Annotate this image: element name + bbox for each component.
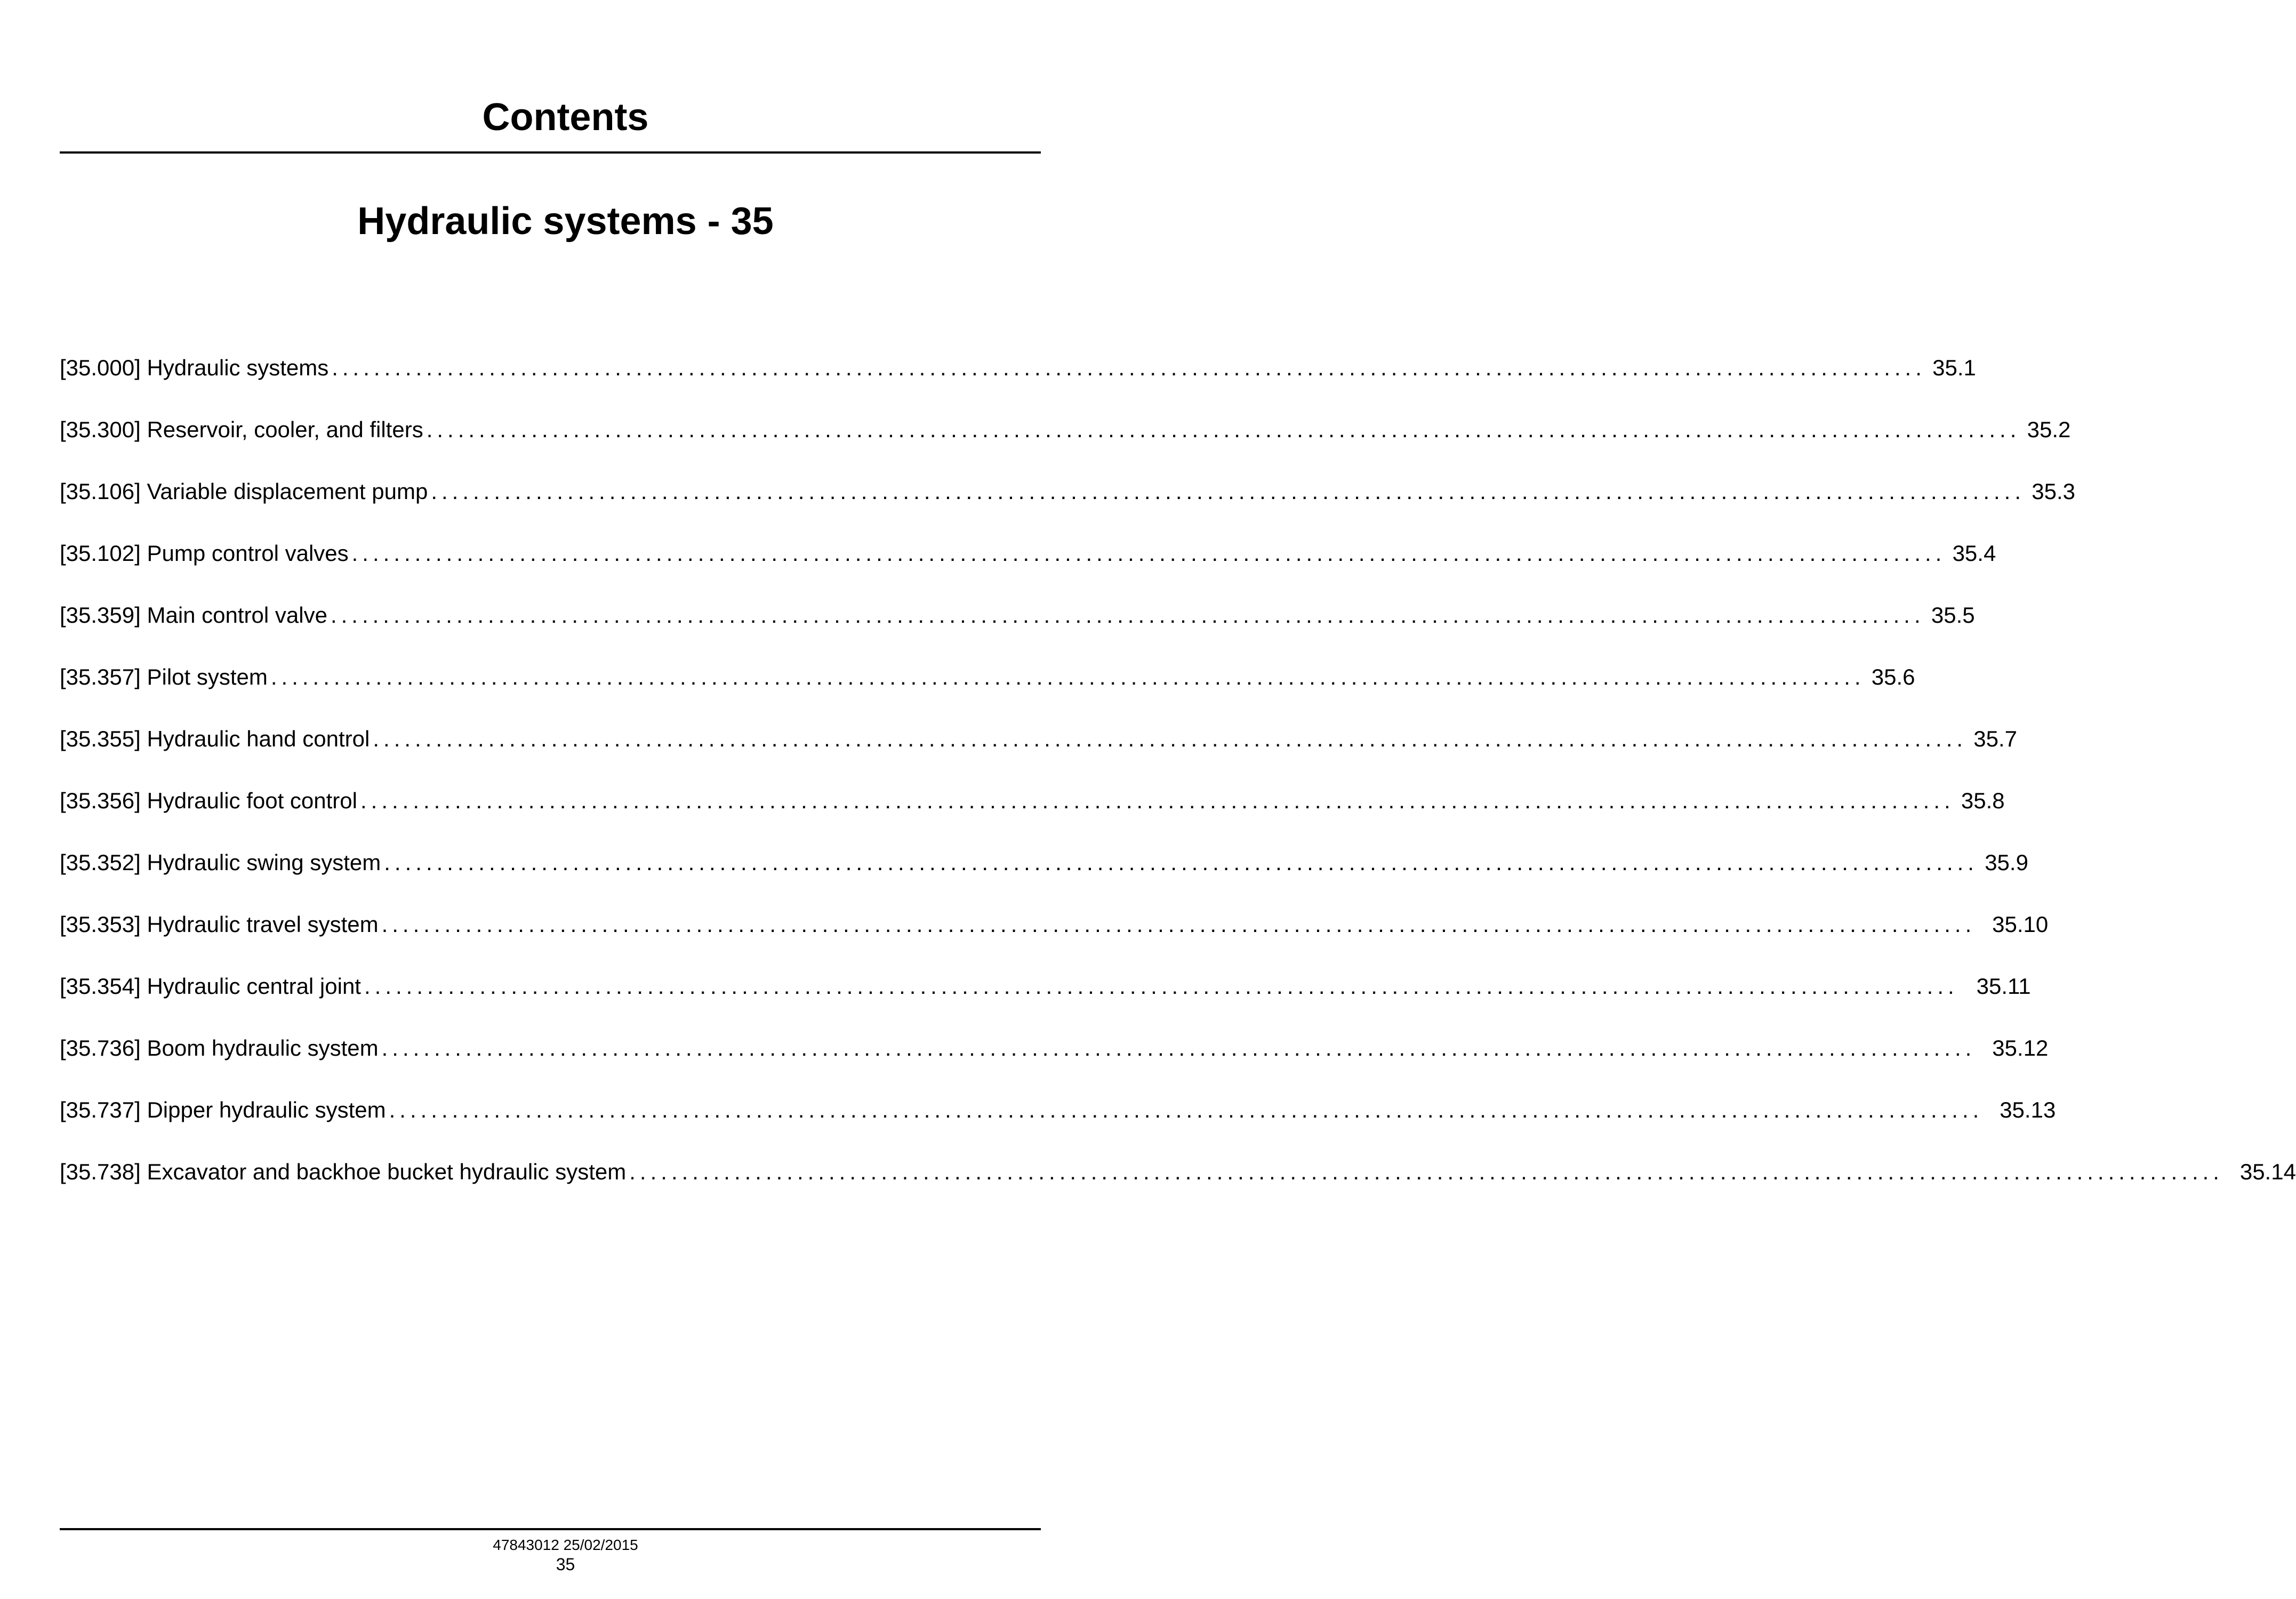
toc-entry-page: 35.12 <box>1992 1035 2049 1060</box>
toc-leader-dots: ........................................................................................................................................................ <box>431 479 2026 504</box>
toc-leader-dots: ........................................................................................................................................................ <box>381 912 1976 937</box>
toc-leader-dots: ........................................................................................................................................................ <box>381 1035 1976 1060</box>
toc-entry-label: [35.357] Pilot system <box>60 664 268 689</box>
page-number: 35 <box>556 1555 575 1574</box>
toc-entry[interactable] <box>60 414 2071 446</box>
toc-entry-page: 35.11 <box>1976 974 2031 999</box>
toc-leader-dots: ........................................................................................................................................................ <box>351 541 1946 566</box>
toc-entry-label: [35.355] Hydraulic hand control <box>60 726 370 751</box>
toc-entry-label: [35.353] Hydraulic travel system <box>60 912 379 937</box>
toc-entry-page: 35.14 <box>2239 1159 2296 1184</box>
top-divider <box>60 151 1041 154</box>
toc-leader-dots: ........................................................................................................................................................ <box>389 1097 1984 1122</box>
section-title: Hydraulic systems - 35 <box>357 200 774 243</box>
toc-entry[interactable] <box>60 847 2028 879</box>
toc-leader-dots: ........................................................................................................................................................ <box>364 974 1958 999</box>
toc-entry-label: [35.737] Dipper hydraulic system <box>60 1097 386 1122</box>
toc-entry[interactable] <box>60 537 1996 569</box>
contents-title: Contents <box>482 96 649 139</box>
toc-entry[interactable] <box>60 723 2018 755</box>
toc-entry-page: 35.6 <box>1871 664 1915 689</box>
toc-entry-label: [35.300] Reservoir, cooler, and filters <box>60 417 423 442</box>
toc-entry-page: 35.4 <box>1952 541 1996 566</box>
toc-entry-page: 35.7 <box>1973 726 2018 751</box>
toc-entry-label: [35.359] Main control valve <box>60 602 327 628</box>
toc-entry-page: 35.5 <box>1931 602 1975 628</box>
toc-leader-dots: ........................................................................................................................................................ <box>384 850 1978 875</box>
toc-entry-label: [35.352] Hydraulic swing system <box>60 850 381 875</box>
toc-entry-page: 35.3 <box>2032 479 2076 504</box>
toc-entry-label: [35.356] Hydraulic foot control <box>60 788 357 813</box>
toc-entry[interactable] <box>60 661 1915 693</box>
toc-leader-dots: ........................................................................................................................................................ <box>629 1159 2223 1184</box>
toc-leader-dots: ........................................................................................................................................................ <box>330 602 1925 628</box>
toc-leader-dots: ........................................................................................................................................................ <box>360 788 1955 813</box>
toc-leader-dots: ........................................................................................................................................................ <box>373 726 1968 751</box>
toc-entry[interactable] <box>60 1032 2049 1064</box>
bottom-divider <box>60 1528 1041 1530</box>
toc-leader-dots: ........................................................................................................................................................ <box>426 417 2021 442</box>
toc-entry-label: [35.000] Hydraulic systems <box>60 355 329 380</box>
toc-entry[interactable] <box>60 476 2076 508</box>
toc-entry-page: 35.2 <box>2027 417 2071 442</box>
toc-entry[interactable] <box>60 1094 2056 1126</box>
toc-entry[interactable] <box>60 1156 2296 1188</box>
toc-leader-dots: ........................................................................................................................................................ <box>270 664 1865 689</box>
toc-entry[interactable] <box>60 352 1976 384</box>
toc-entry-page: 35.13 <box>2000 1097 2056 1122</box>
toc-entry[interactable] <box>60 909 2049 941</box>
toc-entry-page: 35.9 <box>1985 850 2028 875</box>
document-id: 47843012 25/02/2015 <box>493 1537 638 1553</box>
toc-entry[interactable] <box>60 785 2005 817</box>
toc-entry[interactable] <box>60 970 2031 1002</box>
toc-entry-page: 35.10 <box>1992 912 2049 937</box>
toc-entry[interactable] <box>60 599 1975 631</box>
toc-entry-label: [35.354] Hydraulic central joint <box>60 974 361 999</box>
toc-entry-label: [35.106] Variable displacement pump <box>60 479 428 504</box>
toc-entry-label: [35.738] Excavator and backhoe bucket hydraulic system <box>60 1159 627 1184</box>
toc-entry-label: [35.102] Pump control valves <box>60 541 349 566</box>
toc-entry-page: 35.1 <box>1932 355 1976 380</box>
toc-entry-page: 35.8 <box>1961 788 2005 813</box>
toc-entry-label: [35.736] Boom hydraulic system <box>60 1035 379 1060</box>
toc-leader-dots: ........................................................................................................................................................ <box>332 355 1926 380</box>
